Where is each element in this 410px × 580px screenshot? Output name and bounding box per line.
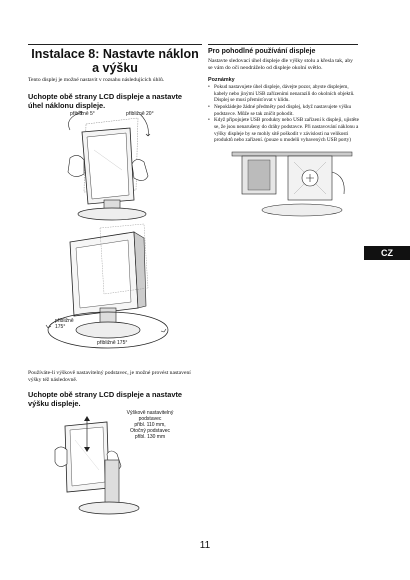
intro-text: Tento displej je možné nastavit v rozsahu následujících úhlů. [28, 77, 165, 83]
tilt-label-back: přibližně 5° [70, 111, 95, 117]
right-top-rule [208, 44, 358, 45]
note-item: • Když připojujete USB produkty nebo USB zařízení k displeji, ujistěte se, že jsou nenarušeny do dráhy podstavce. Při nastavování náklonu a výšky displeje by se mohly sítě poškodit v závislosti na velikosti produktů nebo zařízení. (pouze u modelů vybavených USB porty) [208, 117, 360, 143]
notes-title: Poznámky [208, 77, 235, 83]
height-label-line2: podstavec [138, 416, 162, 422]
section-title: Instalace 8: Nastavte náklon a výšku [31, 47, 199, 75]
tilt-heading: Uchopte obě strany LCD displeje a nastavte úhel náklonu displeje. [28, 92, 183, 110]
height-label-line1: Výškově nastavitelný [126, 410, 174, 416]
swivel-illustration [40, 228, 170, 358]
height-label-line4: Otočný podstavec [129, 428, 171, 434]
stand-detail-illustration [232, 152, 352, 222]
note-item: • Nepokládejte žádné předměty pod displej, když nastavujete výšku podstavce. Může se tak zničit pohodit. [208, 104, 360, 117]
height-label [120, 410, 180, 440]
tilt-illustration [52, 110, 172, 225]
tilt-label-front: přibližně 20° [126, 111, 154, 117]
notes-list [208, 84, 360, 144]
swivel-label-bottom: přibližně 175° [97, 340, 128, 346]
page-number: 11 [199, 540, 211, 551]
height-intro-text: Používáte-li výškově nastavitelný podstavec, je možné provést nastavení výšky též následovně. [28, 370, 191, 384]
swivel-label-left: přibližně 175° [55, 318, 74, 330]
right-body-text: Nastavte sledovací úhel displeje dle výšky stolu a křesla tak, aby se vám do oči neodráželo od displeje okolní světlo. [208, 58, 353, 72]
left-top-rule [28, 44, 202, 45]
note-item: • Pokud nastavujete úhel displeje, dávejte pozor, abyste displejem, kabely nebo jinými USB zařízeními nenarazili do okolních objektů. Displej se musí přemísťovat v klidu. [208, 84, 360, 104]
right-heading: Pro pohodlné používání displeje [208, 48, 316, 55]
height-heading: Uchopte obě strany LCD displeje a nastavte výšku displeje. [28, 390, 183, 408]
language-tab: CZ [364, 246, 410, 260]
height-label-line5: přibl. 130 mm [134, 434, 166, 440]
height-label-line3: přibl. 110 mm, [134, 422, 166, 428]
